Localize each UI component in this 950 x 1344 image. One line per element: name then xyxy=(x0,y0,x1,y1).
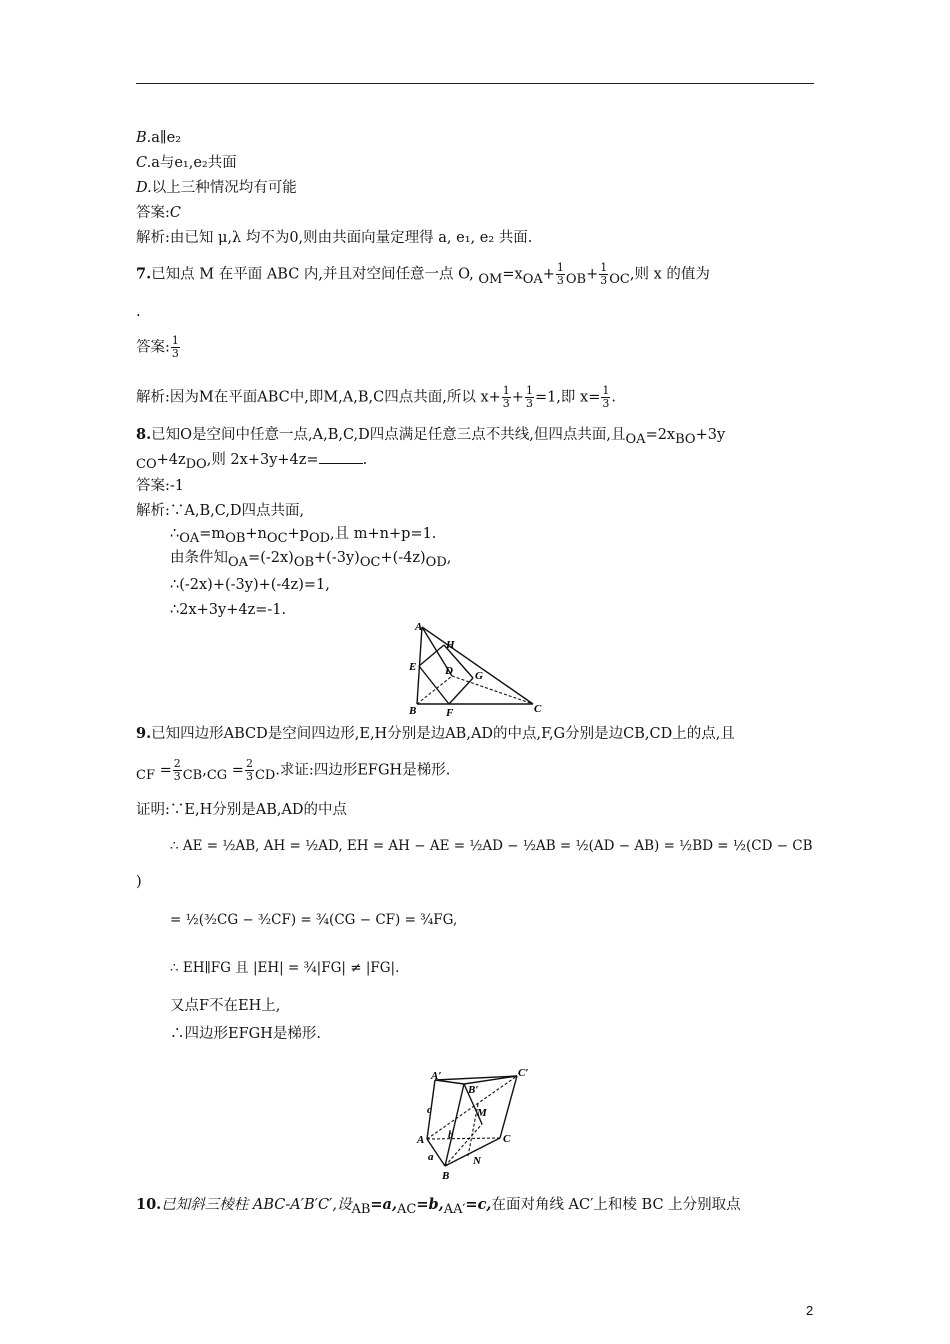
label-G: G xyxy=(475,670,483,682)
q7-answer: 答案: $\frac{1}{3}$ xyxy=(136,334,179,360)
label-B-prime: B′ xyxy=(468,1084,479,1096)
q9-proof-3: = ½(³⁄₂CG − ³⁄₂CF) = ¾(CG − CF) = ¾FG, xyxy=(170,912,458,928)
q8-analysis-2: ∴OA=mOB+nOC+pOD,且 m+n+p=1. xyxy=(170,526,437,546)
q9-proof-2: ∴ AE = ½AB, AH = ½AD, EH = AH − AE = ½AD − ½AB = ½(AD − AB) = ½BD = ½(CD − CB xyxy=(170,838,813,854)
label-F: F xyxy=(446,707,454,719)
q6-answer: 答案:C xyxy=(136,205,181,221)
option-c: C.a与e₁,e₂共面 xyxy=(136,155,237,171)
label-N: N xyxy=(473,1155,481,1167)
option-b: B.a∥e₂ xyxy=(136,130,182,146)
label-A-prime: A′ xyxy=(431,1070,442,1082)
label-B: B xyxy=(409,705,417,717)
label-M: M xyxy=(477,1107,487,1119)
q9-proof-4: ∴ EH∥FG 且 |EH| = ¾|FG| ≠ |FG|. xyxy=(170,960,400,976)
q8-stem-2: CO+4zDO,则 2x+3y+4z= . xyxy=(136,452,368,472)
prism-figure xyxy=(410,1062,545,1184)
option-d: D.以上三种情况均有可能 xyxy=(136,180,297,196)
label-b: b xyxy=(448,1129,454,1141)
label-E: E xyxy=(409,661,417,673)
q9-proof-5: 又点F不在EH上, xyxy=(170,998,281,1014)
q8-stem-1: 8.已知O是空间中任意一点,A,B,C,D四点满足任意三点不共线,但四点共面,且OA=2xBO+3y xyxy=(136,426,726,447)
label-A: A xyxy=(415,621,423,633)
q7-analysis: 解析:因为M在平面ABC中,即M,A,B,C四点共面,所以 x+ $\frac{1}{3}$ + $\frac{1}{3}$ =1,即 x= $\frac{1}{3}$ . xyxy=(136,384,616,410)
q9-proof-6: ∴四边形EFGH是梯形. xyxy=(170,1026,321,1042)
answer-blank xyxy=(319,451,363,464)
q8-analysis-5: ∴2x+3y+4z=-1. xyxy=(170,602,287,618)
header-rule xyxy=(136,83,814,84)
tetrahedron-figure xyxy=(405,618,555,720)
q7-dot: . xyxy=(136,304,141,320)
label-C2: C xyxy=(503,1133,511,1145)
q9-proof-1: 证明:∵E,H分别是AB,AD的中点 xyxy=(136,802,348,818)
page-number: 2 xyxy=(806,1303,814,1318)
label-a: a xyxy=(428,1151,434,1163)
q9-proof-close: ) xyxy=(136,874,142,890)
label-D: D xyxy=(445,665,453,677)
q9-stem: 9.已知四边形ABCD是空间四边形,E,H分别是边AB,AD的中点,F,G分别是边CB,CD上的点,且 xyxy=(136,725,735,742)
label-C: C xyxy=(534,703,542,715)
q8-analysis-3: 由条件知OA=(-2x)OB+(-3y)OC+(-4z)OD, xyxy=(170,550,452,570)
q8-analysis-1: 解析:∵A,B,C,D四点共面, xyxy=(136,503,305,519)
label-B2: B xyxy=(442,1170,450,1182)
q10-stem: 10.已知斜三棱柱 ABC-A′B′C′,设AB=a,AC=b,AA′=c,在面对角线 AC′上和棱 BC 上分别取点 xyxy=(136,1196,741,1217)
q8-analysis-4: ∴(-2x)+(-3y)+(-4z)=1, xyxy=(170,577,330,593)
label-c: c xyxy=(427,1104,432,1116)
label-H: H xyxy=(446,639,455,651)
label-A2: A xyxy=(417,1134,425,1146)
q7-stem: 7.已知点 M 在平面 ABC 内,并且对空间任意一点 O, OM=xOA+ $\frac{1}{3}$ OB+ $\frac{1}{3}$ OC,则 x 的值为 xyxy=(136,261,710,287)
label-C-prime: C′ xyxy=(518,1067,529,1079)
q9-condition: CF = $\frac{2}{3}$ CB,CG = $\frac{2}{3}$ CD.求证:四边形EFGH是梯形. xyxy=(136,757,451,783)
q6-analysis: 解析:由已知 μ,λ 均不为0,则由共面向量定理得 a, e₁, e₂ 共面. xyxy=(136,230,533,246)
q8-answer: 答案:-1 xyxy=(136,478,185,494)
